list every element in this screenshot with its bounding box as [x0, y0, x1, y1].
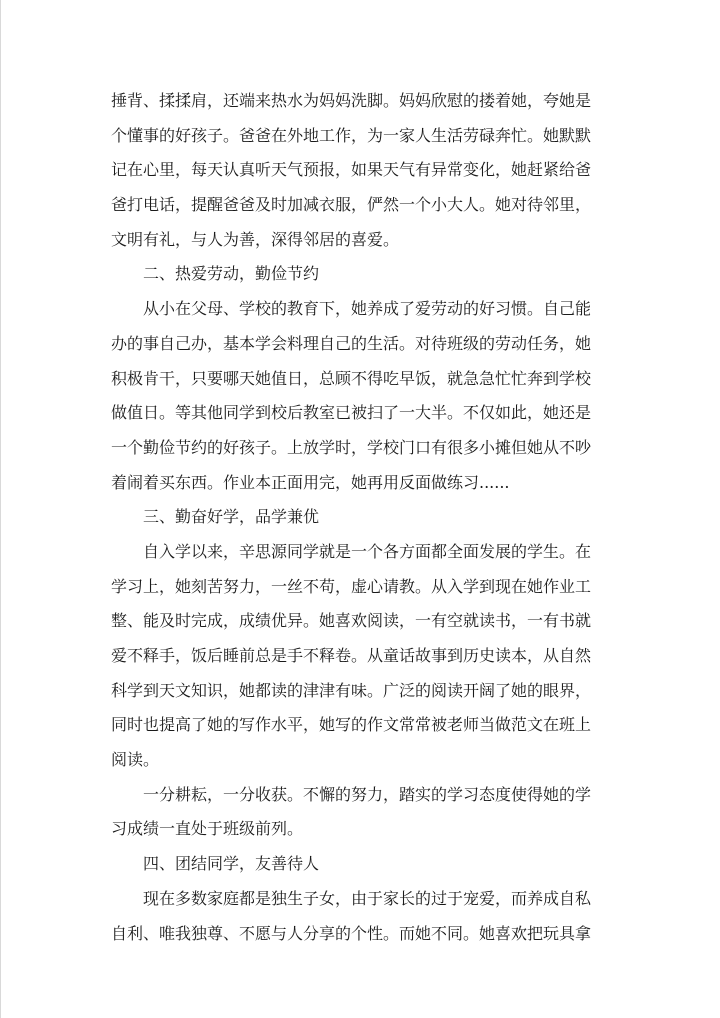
text-line: 捶背、揉揉肩，还端来热水为妈妈洗脚。妈妈欣慰的搂着她，夸她是 — [111, 91, 592, 110]
text-line: 科学到天文知识，她都读的津津有味。广泛的阅读开阔了她的眼界， — [111, 680, 592, 700]
text-line: 现在多数家庭都是独生子女，由于家长的过于宠爱，而养成自私 — [111, 888, 592, 908]
text-line: 同时也提高了她的写作水平，她写的作文常常被老师当做范文在班上 — [111, 715, 592, 735]
text-line: 学习上，她刻苦努力，一丝不苟，虚心请教。从入学到现在她作业工 — [111, 576, 592, 596]
text-line: 爸打电话，提醒爸爸及时加减衣服，俨然一个小大人。她对待邻里， — [111, 195, 592, 215]
text-line: 自入学以来，辛思源同学就是一个各方面都全面发展的学生。在 — [111, 541, 592, 561]
section-heading: 二、热爱劳动，勤俭节约 — [111, 264, 320, 284]
text-line: 办的事自己办，基本学会料理自己的生活。对待班级的劳动任务，她 — [111, 333, 592, 353]
document-body — [111, 84, 611, 951]
text-line: 自利、唯我独尊、不愿与人分享的个性。而她不同。她喜欢把玩具拿 — [111, 923, 592, 943]
text-line: 从小在父母、学校的教育下，她养成了爱劳动的好习惯。自己能 — [111, 299, 592, 319]
text-line: 个懂事的好孩子。爸爸在外地工作，为一家人生活劳碌奔忙。她默默 — [111, 125, 592, 145]
text-line: 积极肯干，只要哪天她值日，总顾不得吃早饭，就急急忙忙奔到学校 — [111, 368, 592, 388]
text-line: 文明有礼，与人为善，深得邻居的喜爱。 — [111, 229, 400, 249]
text-line: 习成绩一直处于班级前列。 — [111, 819, 304, 839]
text-line: 一个勤俭节约的好孩子。上放学时，学校门口有很多小摊但她从不吵 — [111, 437, 592, 457]
text-line: 爱不释手，饭后睡前总是手不释卷。从童话故事到历史读本，从自然 — [111, 646, 592, 665]
text-line: 整、能及时完成，成绩优异。她喜欢阅读，一有空就读书，一有书就 — [111, 611, 592, 631]
text-line: 做值日。等其他同学到校后教室已被扫了一大半。不仅如此，她还是 — [111, 403, 592, 423]
text-line: 记在心里，每天认真听天气预报，如果天气有异常变化，她赶紧给爸 — [111, 160, 592, 180]
text-line: 着闹着买东西。作业本正面用完，她再用反面做练习...... — [111, 472, 510, 492]
section-heading: 三、勤奋好学，品学兼优 — [111, 507, 320, 527]
section-heading: 四、团结同学，友善待人 — [111, 854, 320, 874]
text-line: 一分耕耘，一分收获。不懈的努力，踏实的学习态度使得她的学 — [111, 784, 592, 804]
text-line: 阅读。 — [111, 750, 160, 770]
